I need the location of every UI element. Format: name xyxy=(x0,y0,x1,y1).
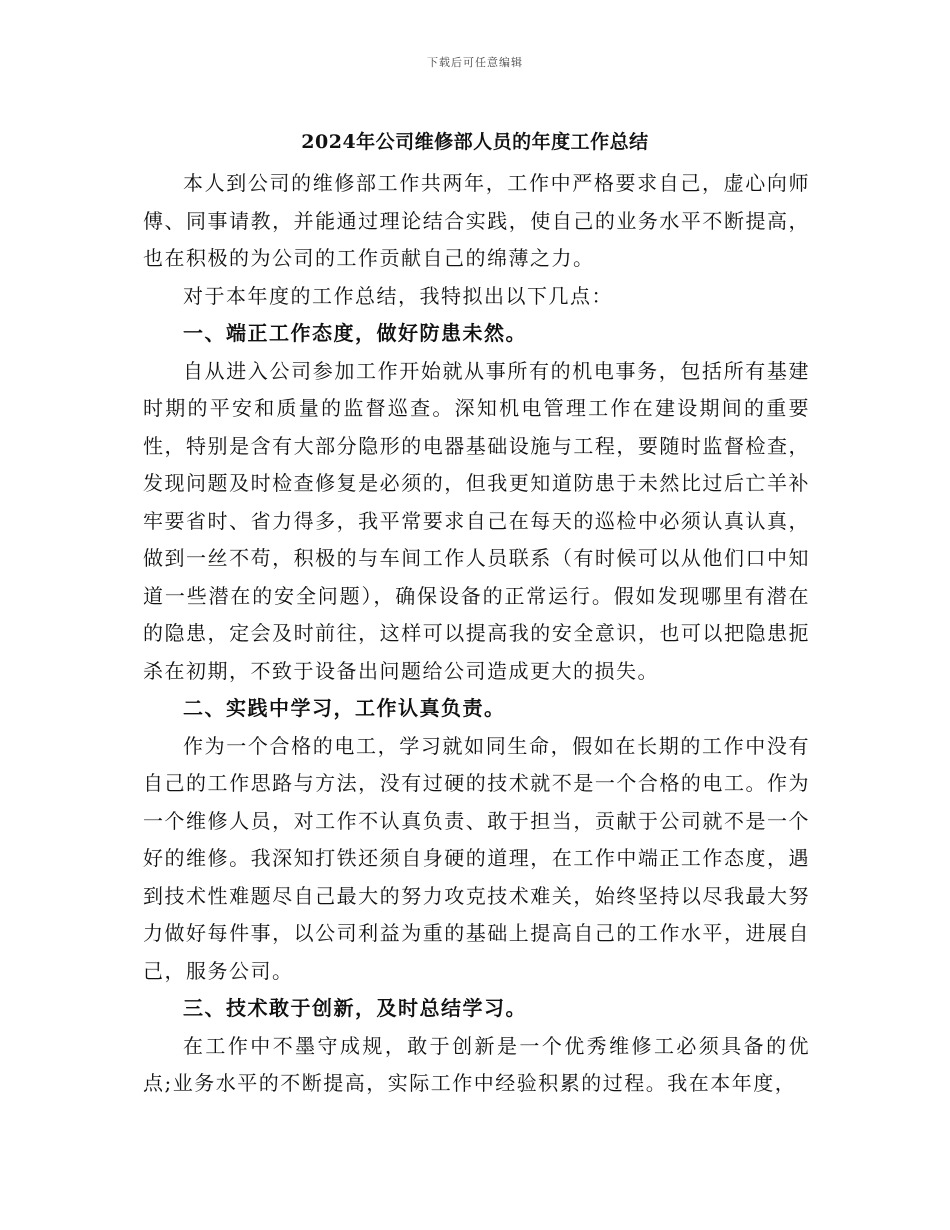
paragraph: 本人到公司的维修部工作共两年，工作中严格要求自己，虚心向师傅、同事请教，并能通过理论结合实践，使自己的业务水平不断提高，也在积极的为公司的工作贡献自己的绵薄之力。 xyxy=(143,171,810,270)
paragraph: 在工作中不墨守成规，敢于创新是一个优秀维修工必须具备的优点;业务水平的不断提高，实际工作中经验积累的过程。我在本年度， xyxy=(143,1033,810,1095)
paragraph: 作为一个合格的电工，学习就如同生命，假如在长期的工作中没有自己的工作思路与方法，没有过硬的技术就不是一个合格的电工。作为一个维修人员，对工作不认真负责、敢于担当，贡献于公司就不是一个好的维修。我深知打铁还须自身硬的道理，在工作中端正工作态度，遇到技术性难题尽自己最大的努力攻克技术难关，始终坚持以尽我最大努力做好每件事，以公司利益为重的基础上提高自己的工作水平，进展自己，服务公司。 xyxy=(143,733,810,983)
document-body xyxy=(143,165,810,1103)
header-note: 下载后可任意编辑 xyxy=(427,56,523,69)
document-title: 2024年公司维修部人员的年度工作总结 xyxy=(301,131,649,153)
section-heading: 三、技术敢于创新，及时总结学习。 xyxy=(183,996,527,1020)
paragraph: 自从进入公司参加工作开始就从事所有的机电事务，包括所有基建时期的平安和质量的监督巡查。深知机电管理工作在建设期间的重要性，特别是含有大部分隐形的电器基础设施与工程，要随时监督检查，发现问题及时检查修复是必须的，但我更知道防患于未然比过后亡羊补牢要省时、省力得多，我平常要求自己在每天的巡检中必须认真认真，做到一丝不苟，积极的与车间工作人员联系（有时候可以从他们口中知道一些潜在的安全问题），确保设备的正常运行。假如发现哪里有潜在的隐患，定会及时前往，这样可以提高我的安全意识，也可以把隐患扼杀在初期，不致于设备出问题给公司造成更大的损失。 xyxy=(143,358,810,683)
section-heading: 二、实践中学习，工作认真负责。 xyxy=(183,696,506,720)
paragraph: 对于本年度的工作总结，我特拟出以下几点： xyxy=(183,283,613,308)
section-heading: 一、端正工作态度，做好防患未然。 xyxy=(183,321,527,345)
